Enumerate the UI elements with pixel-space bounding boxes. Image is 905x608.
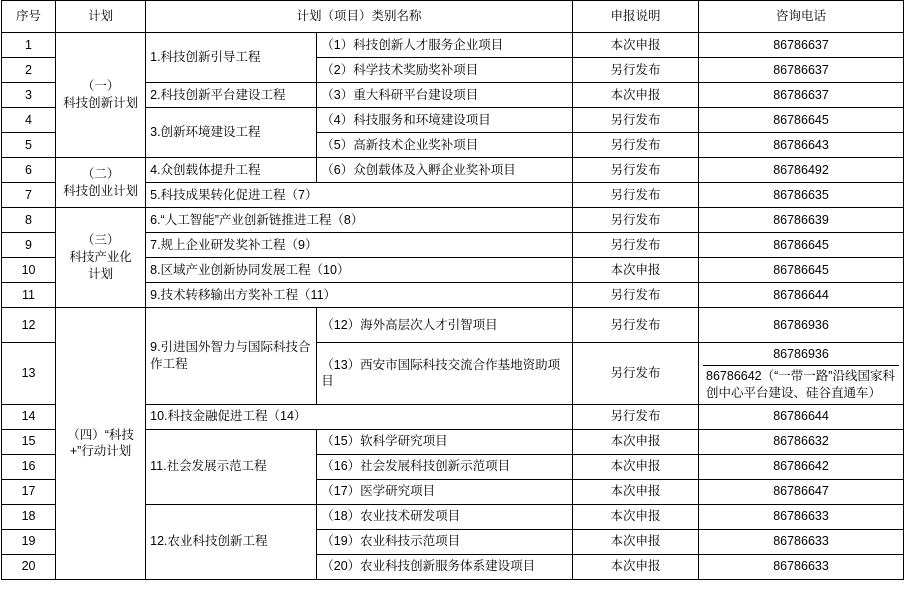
project-cell: （17）医学研究项目 bbox=[317, 479, 573, 504]
header-declaration: 申报说明 bbox=[572, 1, 698, 33]
row-no: 3 bbox=[2, 83, 56, 108]
declaration-cell: 本次申报 bbox=[572, 258, 698, 283]
category-cell: 8.区域产业创新协同发展工程（10） bbox=[146, 258, 573, 283]
row-no: 4 bbox=[2, 108, 56, 133]
plan-group-1 bbox=[56, 33, 146, 158]
phone-cell: 86786633 bbox=[699, 529, 904, 554]
category-cell: 11.社会发展示范工程 bbox=[146, 429, 317, 504]
declaration-cell: 另行发布 bbox=[572, 108, 698, 133]
project-cell: （2）科学技术奖励奖补项目 bbox=[317, 58, 573, 83]
header-phone: 咨询电话 bbox=[699, 1, 904, 33]
declaration-cell: 另行发布 bbox=[572, 308, 698, 343]
phone-cell: 86786637 bbox=[699, 33, 904, 58]
phone-cell: 86786632 bbox=[699, 429, 904, 454]
row-no: 2 bbox=[2, 58, 56, 83]
project-cell: （20）农业科技创新服务体系建设项目 bbox=[317, 554, 573, 579]
declaration-cell: 本次申报 bbox=[572, 454, 698, 479]
table-row bbox=[2, 158, 904, 183]
declaration-cell: 本次申报 bbox=[572, 83, 698, 108]
phone-cell: 86786643 bbox=[699, 133, 904, 158]
phone-primary: 86786936 bbox=[703, 343, 899, 366]
category-cell: 1.科技创新引导工程 bbox=[146, 33, 317, 83]
project-cell: （18）农业技术研发项目 bbox=[317, 504, 573, 529]
row-no: 13 bbox=[2, 343, 56, 405]
category-cell: 2.科技创新平台建设工程 bbox=[146, 83, 317, 108]
phone-cell: 86786645 bbox=[699, 108, 904, 133]
plan-group-4-line1: （四）“科技 bbox=[67, 427, 134, 442]
project-cell: （5）高新技术企业奖补项目 bbox=[317, 133, 573, 158]
project-cell: （13）西安市国际科技交流合作基地资助项目 bbox=[317, 343, 573, 405]
project-cell: （3）重大科研平台建设项目 bbox=[317, 83, 573, 108]
plan-group-2 bbox=[56, 158, 146, 208]
row-no: 19 bbox=[2, 529, 56, 554]
plan-group-3 bbox=[56, 208, 146, 308]
project-cell: （16）社会发展科技创新示范项目 bbox=[317, 454, 573, 479]
category-cell: 9.技术转移输出方奖补工程（11） bbox=[146, 283, 573, 308]
plan-group-2-line2: 科技创业计划 bbox=[63, 183, 139, 198]
row-no: 15 bbox=[2, 429, 56, 454]
category-cell: 10.科技金融促进工程（14） bbox=[146, 404, 573, 429]
category-cell: 3.创新环境建设工程 bbox=[146, 108, 317, 158]
category-cell: 5.科技成果转化促进工程（7） bbox=[146, 183, 573, 208]
category-cell: 6.“人工智能”产业创新链推进工程（8） bbox=[146, 208, 573, 233]
declaration-cell: 另行发布 bbox=[572, 283, 698, 308]
table-row bbox=[2, 208, 904, 233]
phone-cell: 86786647 bbox=[699, 479, 904, 504]
phone-cell: 86786642 bbox=[699, 454, 904, 479]
category-cell: 9.引进国外智力与国际科技合作工程 bbox=[146, 308, 317, 405]
declaration-cell: 本次申报 bbox=[572, 529, 698, 554]
phone-cell: 86786637 bbox=[699, 58, 904, 83]
plan-group-4 bbox=[56, 308, 146, 580]
phone-cell: 86786936 bbox=[699, 308, 904, 343]
plan-category-table bbox=[1, 0, 904, 580]
table-row bbox=[2, 33, 904, 58]
phone-cell: 86786645 bbox=[699, 233, 904, 258]
project-cell: （1）科技创新人才服务企业项目 bbox=[317, 33, 573, 58]
plan-group-2-line1: （二） bbox=[81, 166, 120, 181]
declaration-cell: 另行发布 bbox=[572, 208, 698, 233]
row-no: 5 bbox=[2, 133, 56, 158]
row-no: 11 bbox=[2, 283, 56, 308]
project-cell: （12）海外高层次人才引智项目 bbox=[317, 308, 573, 343]
header-plan: 计划 bbox=[56, 1, 146, 33]
category-cell: 7.规上企业研发奖补工程（9） bbox=[146, 233, 573, 258]
row-no: 17 bbox=[2, 479, 56, 504]
plan-group-1-line1: （一） bbox=[81, 79, 120, 94]
project-cell: （4）科技服务和环境建设项目 bbox=[317, 108, 573, 133]
phone-cell: 86786633 bbox=[699, 554, 904, 579]
table-row bbox=[2, 308, 904, 343]
row-no: 16 bbox=[2, 454, 56, 479]
row-no: 14 bbox=[2, 404, 56, 429]
row-no: 9 bbox=[2, 233, 56, 258]
row-no: 7 bbox=[2, 183, 56, 208]
declaration-cell: 另行发布 bbox=[572, 233, 698, 258]
plan-group-3-line1: （三） bbox=[81, 233, 120, 248]
project-cell: （19）农业科技示范项目 bbox=[317, 529, 573, 554]
row-no: 1 bbox=[2, 33, 56, 58]
phone-cell-split bbox=[699, 343, 904, 405]
plan-group-3-line3: 计划 bbox=[88, 266, 114, 281]
declaration-cell: 本次申报 bbox=[572, 479, 698, 504]
row-no: 12 bbox=[2, 308, 56, 343]
row-no: 18 bbox=[2, 504, 56, 529]
declaration-cell: 另行发布 bbox=[572, 343, 698, 405]
phone-cell: 86786635 bbox=[699, 183, 904, 208]
plan-group-4-line2: +”行动计划 bbox=[69, 444, 132, 459]
declaration-cell: 另行发布 bbox=[572, 404, 698, 429]
header-category: 计划（项目）类别名称 bbox=[146, 1, 573, 33]
plan-group-3-line2: 科技产业化 bbox=[69, 250, 132, 265]
phone-cell: 86786645 bbox=[699, 258, 904, 283]
phone-secondary: 86786642（“一带一路”沿线国家科创中心平台建设、硅谷直通车） bbox=[706, 369, 895, 400]
declaration-cell: 另行发布 bbox=[572, 183, 698, 208]
row-no: 6 bbox=[2, 158, 56, 183]
phone-cell: 86786633 bbox=[699, 504, 904, 529]
declaration-cell: 本次申报 bbox=[572, 33, 698, 58]
declaration-cell: 本次申报 bbox=[572, 504, 698, 529]
declaration-cell: 本次申报 bbox=[572, 429, 698, 454]
declaration-cell: 另行发布 bbox=[572, 158, 698, 183]
phone-cell: 86786644 bbox=[699, 404, 904, 429]
project-cell: （6）众创载体及入孵企业奖补项目 bbox=[317, 158, 573, 183]
row-no: 10 bbox=[2, 258, 56, 283]
plan-group-1-line2: 科技创新计划 bbox=[63, 96, 139, 110]
declaration-cell: 另行发布 bbox=[572, 58, 698, 83]
row-no: 20 bbox=[2, 554, 56, 579]
header-no: 序号 bbox=[2, 1, 56, 33]
declaration-cell: 本次申报 bbox=[572, 554, 698, 579]
phone-cell: 86786639 bbox=[699, 208, 904, 233]
phone-cell: 86786492 bbox=[699, 158, 904, 183]
row-no: 8 bbox=[2, 208, 56, 233]
project-cell: （15）软科学研究项目 bbox=[317, 429, 573, 454]
category-cell: 4.众创载体提升工程 bbox=[146, 158, 317, 183]
category-cell: 12.农业科技创新工程 bbox=[146, 504, 317, 579]
declaration-cell: 另行发布 bbox=[572, 133, 698, 158]
table-header-row bbox=[2, 1, 904, 33]
phone-cell: 86786644 bbox=[699, 283, 904, 308]
phone-cell: 86786637 bbox=[699, 83, 904, 108]
